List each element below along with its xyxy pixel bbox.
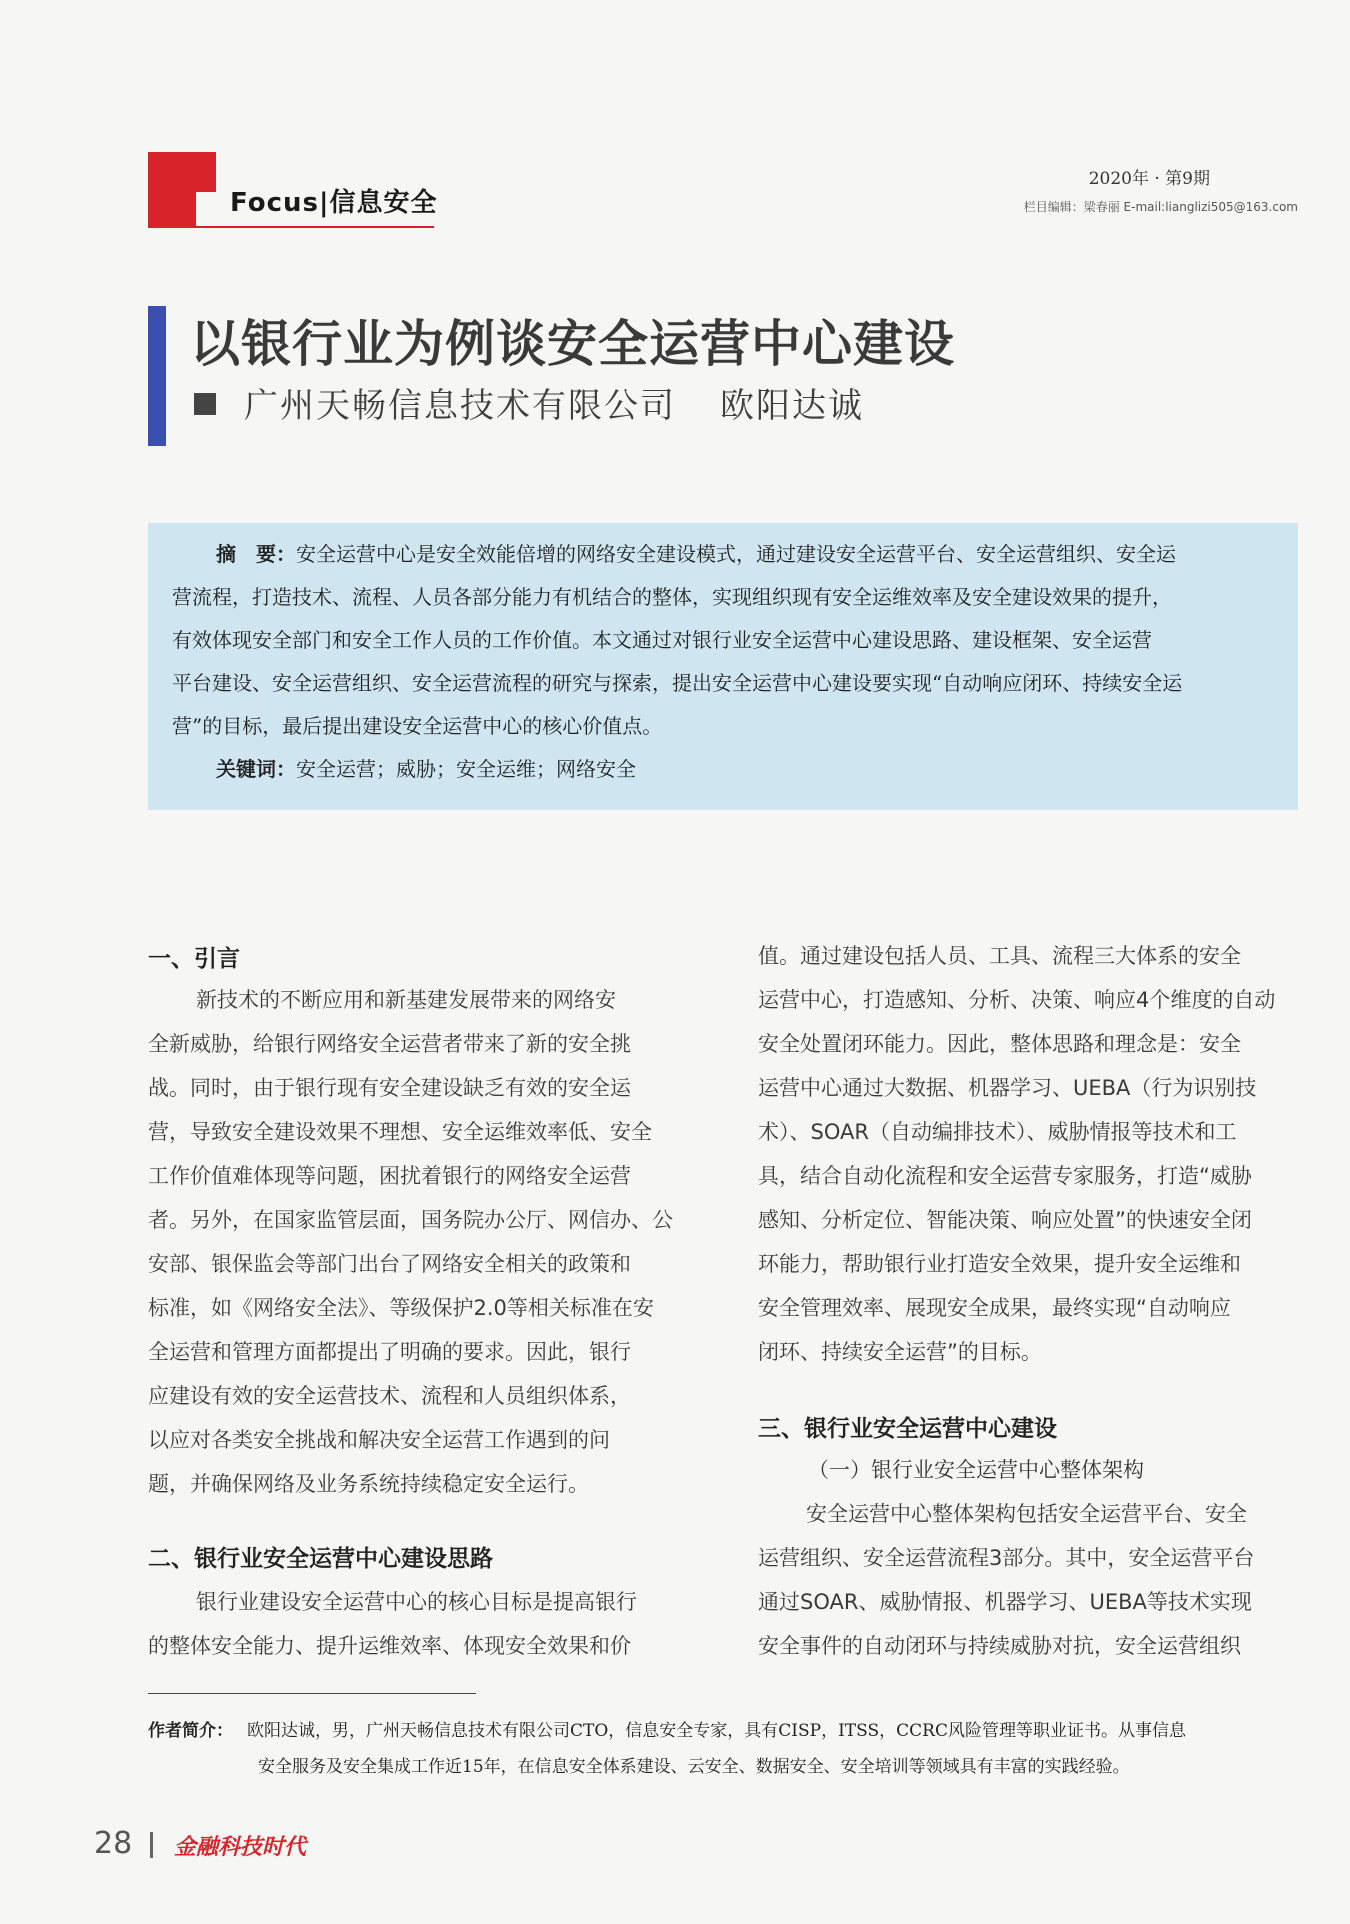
paragraph-line: 全新威胁，给银行网络安全运营者带来了新的安全挑 bbox=[148, 1032, 631, 1056]
subheading-architecture: （一）银行业安全运营中心整体架构 bbox=[808, 1458, 1144, 1482]
paragraph-line: 通过SOAR、威胁情报、机器学习、UEBA等技术实现 bbox=[758, 1590, 1252, 1614]
abstract-line: 营”的目标，最后提出建设安全运营中心的核心价值点。 bbox=[172, 714, 663, 738]
heading-construction: 三、银行业安全运营中心建设 bbox=[758, 1416, 1057, 1442]
heading-introduction: 一、引言 bbox=[148, 946, 240, 972]
paragraph-line: 工作价值难体现等问题，困扰着银行的网络安全运营 bbox=[148, 1164, 631, 1188]
paragraph-line: 应建设有效的安全运营技术、流程和人员组织体系， bbox=[148, 1384, 631, 1408]
paragraph-line: 闭环、持续安全运营”的目标。 bbox=[758, 1340, 1042, 1364]
paragraph-line: 感知、分析定位、智能决策、响应处置”的快速安全闭 bbox=[758, 1208, 1252, 1232]
abstract-box bbox=[148, 523, 1298, 810]
paragraph-line: 营，导致安全建设效果不理想、安全运维效率低、安全 bbox=[148, 1120, 652, 1144]
column-editor: 栏目编辑：梁春丽 E-mail:lianglizi505@163.com bbox=[1023, 200, 1298, 214]
paragraph-line: 新技术的不断应用和新基建发展带来的网络安 bbox=[196, 988, 616, 1012]
abstract-line: 有效体现安全部门和安全工作人员的工作价值。本文通过对银行业安全运营中心建设思路、建设框架、安全运营 bbox=[172, 628, 1152, 652]
paragraph-line: 以应对各类安全挑战和解决安全运营工作遇到的问 bbox=[148, 1428, 610, 1452]
section-logo-notch bbox=[196, 192, 216, 226]
paragraph-line: 运营中心，打造感知、分析、决策、响应4个维度的自动 bbox=[758, 988, 1276, 1012]
paragraph-line: 安部、银保监会等部门出台了网络安全相关的政策和 bbox=[148, 1252, 631, 1276]
title-accent-bar bbox=[148, 306, 166, 446]
paragraph-line: 银行业建设安全运营中心的核心目标是提高银行 bbox=[196, 1590, 637, 1614]
paragraph-line: 题，并确保网络及业务系统持续稳定安全运行。 bbox=[148, 1472, 589, 1496]
keywords-label: 关键词： bbox=[216, 757, 296, 781]
paragraph-line: 全运营和管理方面都提出了明确的要求。因此，银行 bbox=[148, 1340, 631, 1364]
paragraph-line: 战。同时，由于银行现有安全建设缺乏有效的安全运 bbox=[148, 1076, 631, 1100]
paragraph-line: 安全管理效率、展现安全成果，最终实现“自动响应 bbox=[758, 1296, 1231, 1320]
paragraph-line: 环能力，帮助银行业打造安全效果，提升安全运维和 bbox=[758, 1252, 1241, 1276]
issue-number: 2020年 · 第9期 bbox=[1088, 169, 1210, 189]
author-name: 欧阳达诚 bbox=[720, 386, 864, 426]
abstract-label: 摘 要： bbox=[216, 542, 296, 566]
author-note-line: 安全服务及安全集成工作近15年，在信息安全体系建设、云安全、数据安全、安全培训等领域具有丰富的实践经验。 bbox=[258, 1757, 1130, 1777]
byline bbox=[194, 378, 864, 427]
keywords: 安全运营；威胁；安全运维；网络安全 bbox=[296, 757, 636, 781]
abstract-line: 平台建设、安全运营组织、安全运营流程的研究与探索，提出安全运营中心建设要实现“自动响应闭环、持续安全运 bbox=[172, 671, 1183, 695]
page-number: 28 bbox=[94, 1826, 133, 1861]
footer-divider bbox=[150, 1832, 153, 1858]
keywords-line bbox=[216, 748, 1322, 791]
organization: 广州天畅信息技术有限公司 bbox=[244, 386, 676, 426]
paragraph-line: 安全运营中心整体架构包括安全运营平台、安全 bbox=[806, 1502, 1247, 1526]
paragraph-line: 的整体安全能力、提升运维效率、体现安全效果和价 bbox=[148, 1634, 631, 1658]
author-note-line: 作者简介： 欧阳达诚，男，广州天畅信息技术有限公司CTO，信息安全专家，具有CISP，ITSS，CCRC风险管理等职业证书。从事信息 bbox=[148, 1721, 1186, 1741]
article-title: 以银行业为例谈安全运营中心建设 bbox=[190, 314, 955, 373]
paragraph-line: 运营中心通过大数据、机器学习、UEBA（行为识别技 bbox=[758, 1076, 1257, 1100]
paragraph-line: 值。通过建设包括人员、工具、流程三大体系的安全 bbox=[758, 944, 1241, 968]
paragraph-line: 术）、SOAR（自动编排技术）、威胁情报等技术和工 bbox=[758, 1120, 1237, 1144]
section-underline bbox=[148, 226, 434, 228]
paragraph-line: 具，结合自动化流程和安全运营专家服务，打造“威胁 bbox=[758, 1164, 1252, 1188]
paragraph-line: 安全处置闭环能力。因此，整体思路和理念是：安全 bbox=[758, 1032, 1241, 1056]
section-label: Focus|信息安全 bbox=[230, 188, 438, 218]
square-bullet-icon bbox=[194, 393, 216, 415]
abstract-line: 营流程，打造技术、流程、人员各部分能力有机结合的整体，实现组织现有安全运维效率及安全建设效果的提升， bbox=[172, 585, 1172, 609]
paragraph-line: 安全事件的自动闭环与持续威胁对抗，安全运营组织 bbox=[758, 1634, 1241, 1658]
abstract-line: 摘 要：安全运营中心是安全效能倍增的网络安全建设模式，通过建设安全运营平台、安全运营组织、安全运 bbox=[216, 542, 1176, 566]
author-note-label: 作者简介： bbox=[148, 1721, 233, 1741]
heading-approach: 二、银行业安全运营中心建设思路 bbox=[148, 1546, 493, 1572]
paragraph-line: 运营组织、安全运营流程3部分。其中，安全运营平台 bbox=[758, 1546, 1255, 1570]
magazine-logo: 金融科技时代 bbox=[174, 1834, 307, 1860]
paragraph-line: 标准，如《网络安全法》、等级保护2.0等相关标准在安 bbox=[148, 1296, 654, 1320]
author-note-rule bbox=[148, 1693, 476, 1694]
paragraph-line: 者。另外，在国家监管层面，国务院办公厅、网信办、公 bbox=[148, 1208, 673, 1232]
